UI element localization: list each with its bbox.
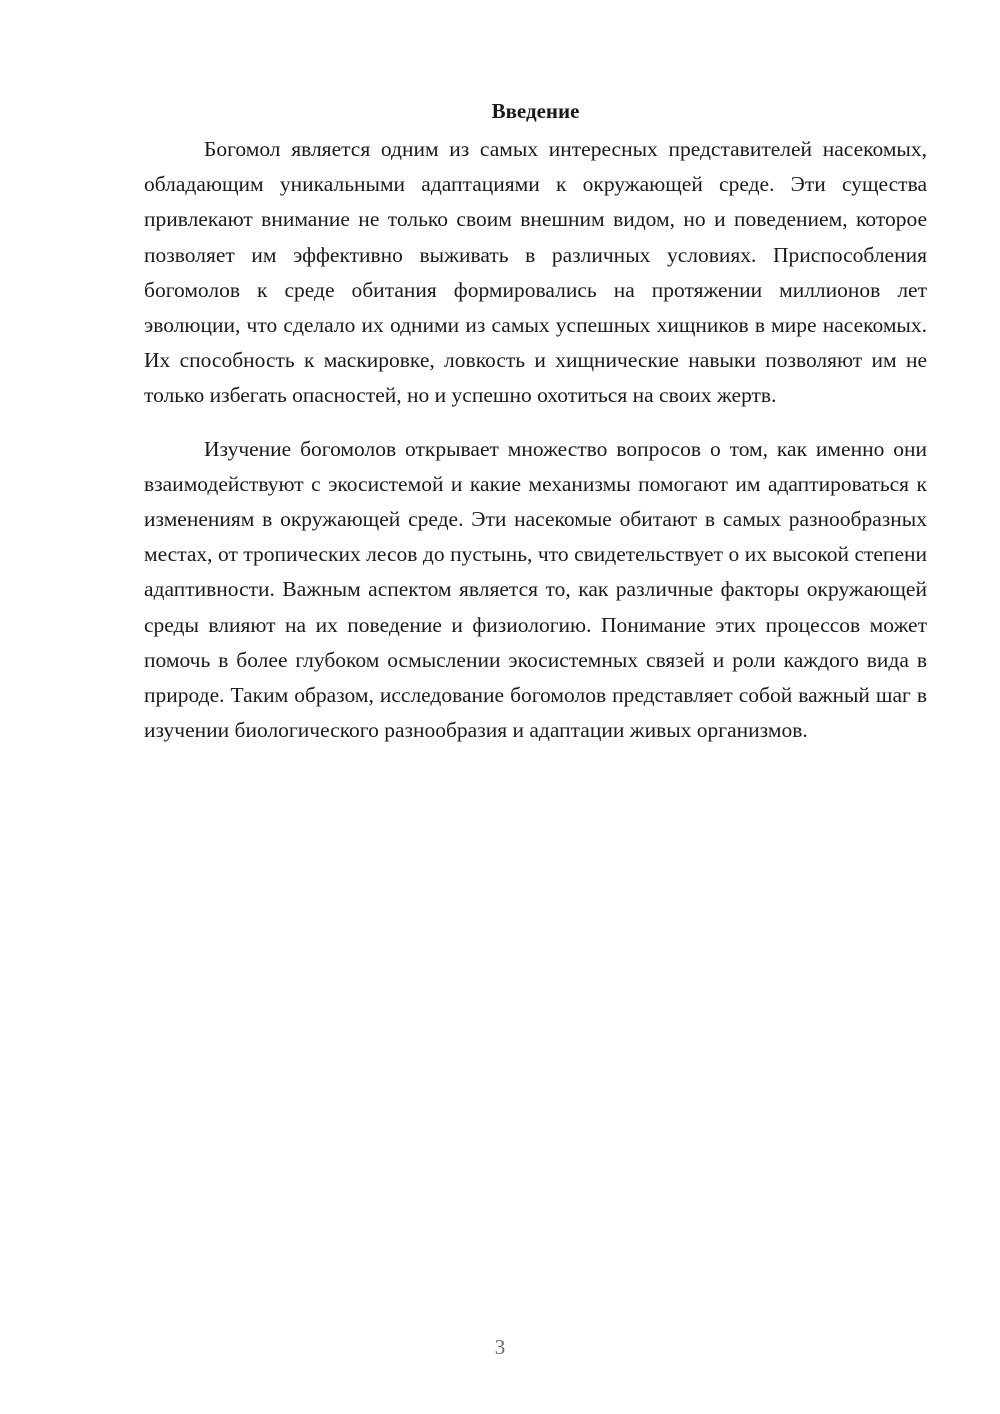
- page-number: 3: [494, 1335, 506, 1359]
- paragraph-1: Богомол является одним из самых интересных представителей насекомых, обладающим уникальными адаптациями к окружающей среде. Эти существа привлекают внимание не только своим внешним видом, но и поведением, которое позволяет им эффективно выживать в различных условиях. Приспособления богомолов к среде обитания формировались на протяжении миллионов лет эволюции, что сделало их одними из самых успешных хищников в мире насекомых. Их способность к маскировке, ловкость и хищнические навыки позволяют им не только избегать опасностей, но и успешно охотиться на своих жертв.: [144, 137, 927, 408]
- paragraph-2: Изучение богомолов открывает множество вопросов о том, как именно они взаимодействуют с экосистемой и какие механизмы помогают им адаптироваться к изменениям в окружающей среде. Эти насекомые обитают в самых разнообразных местах, от тропических лесов до пустынь, что свидетельствует о их высокой степени адаптивности. Важным аспектом является то, как различные факторы окружающей среды влияют на их поведение и физиологию. Понимание этих процессов может помочь в более глубоком осмыслении экосистемных связей и роли каждого вида в природе. Таким образом, исследование богомолов представляет собой важный шаг в изучении биологического разнообразия и адаптации живых организмов.: [144, 436, 927, 743]
- page-content: [144, 96, 927, 766]
- section-title: Введение: [491, 99, 580, 123]
